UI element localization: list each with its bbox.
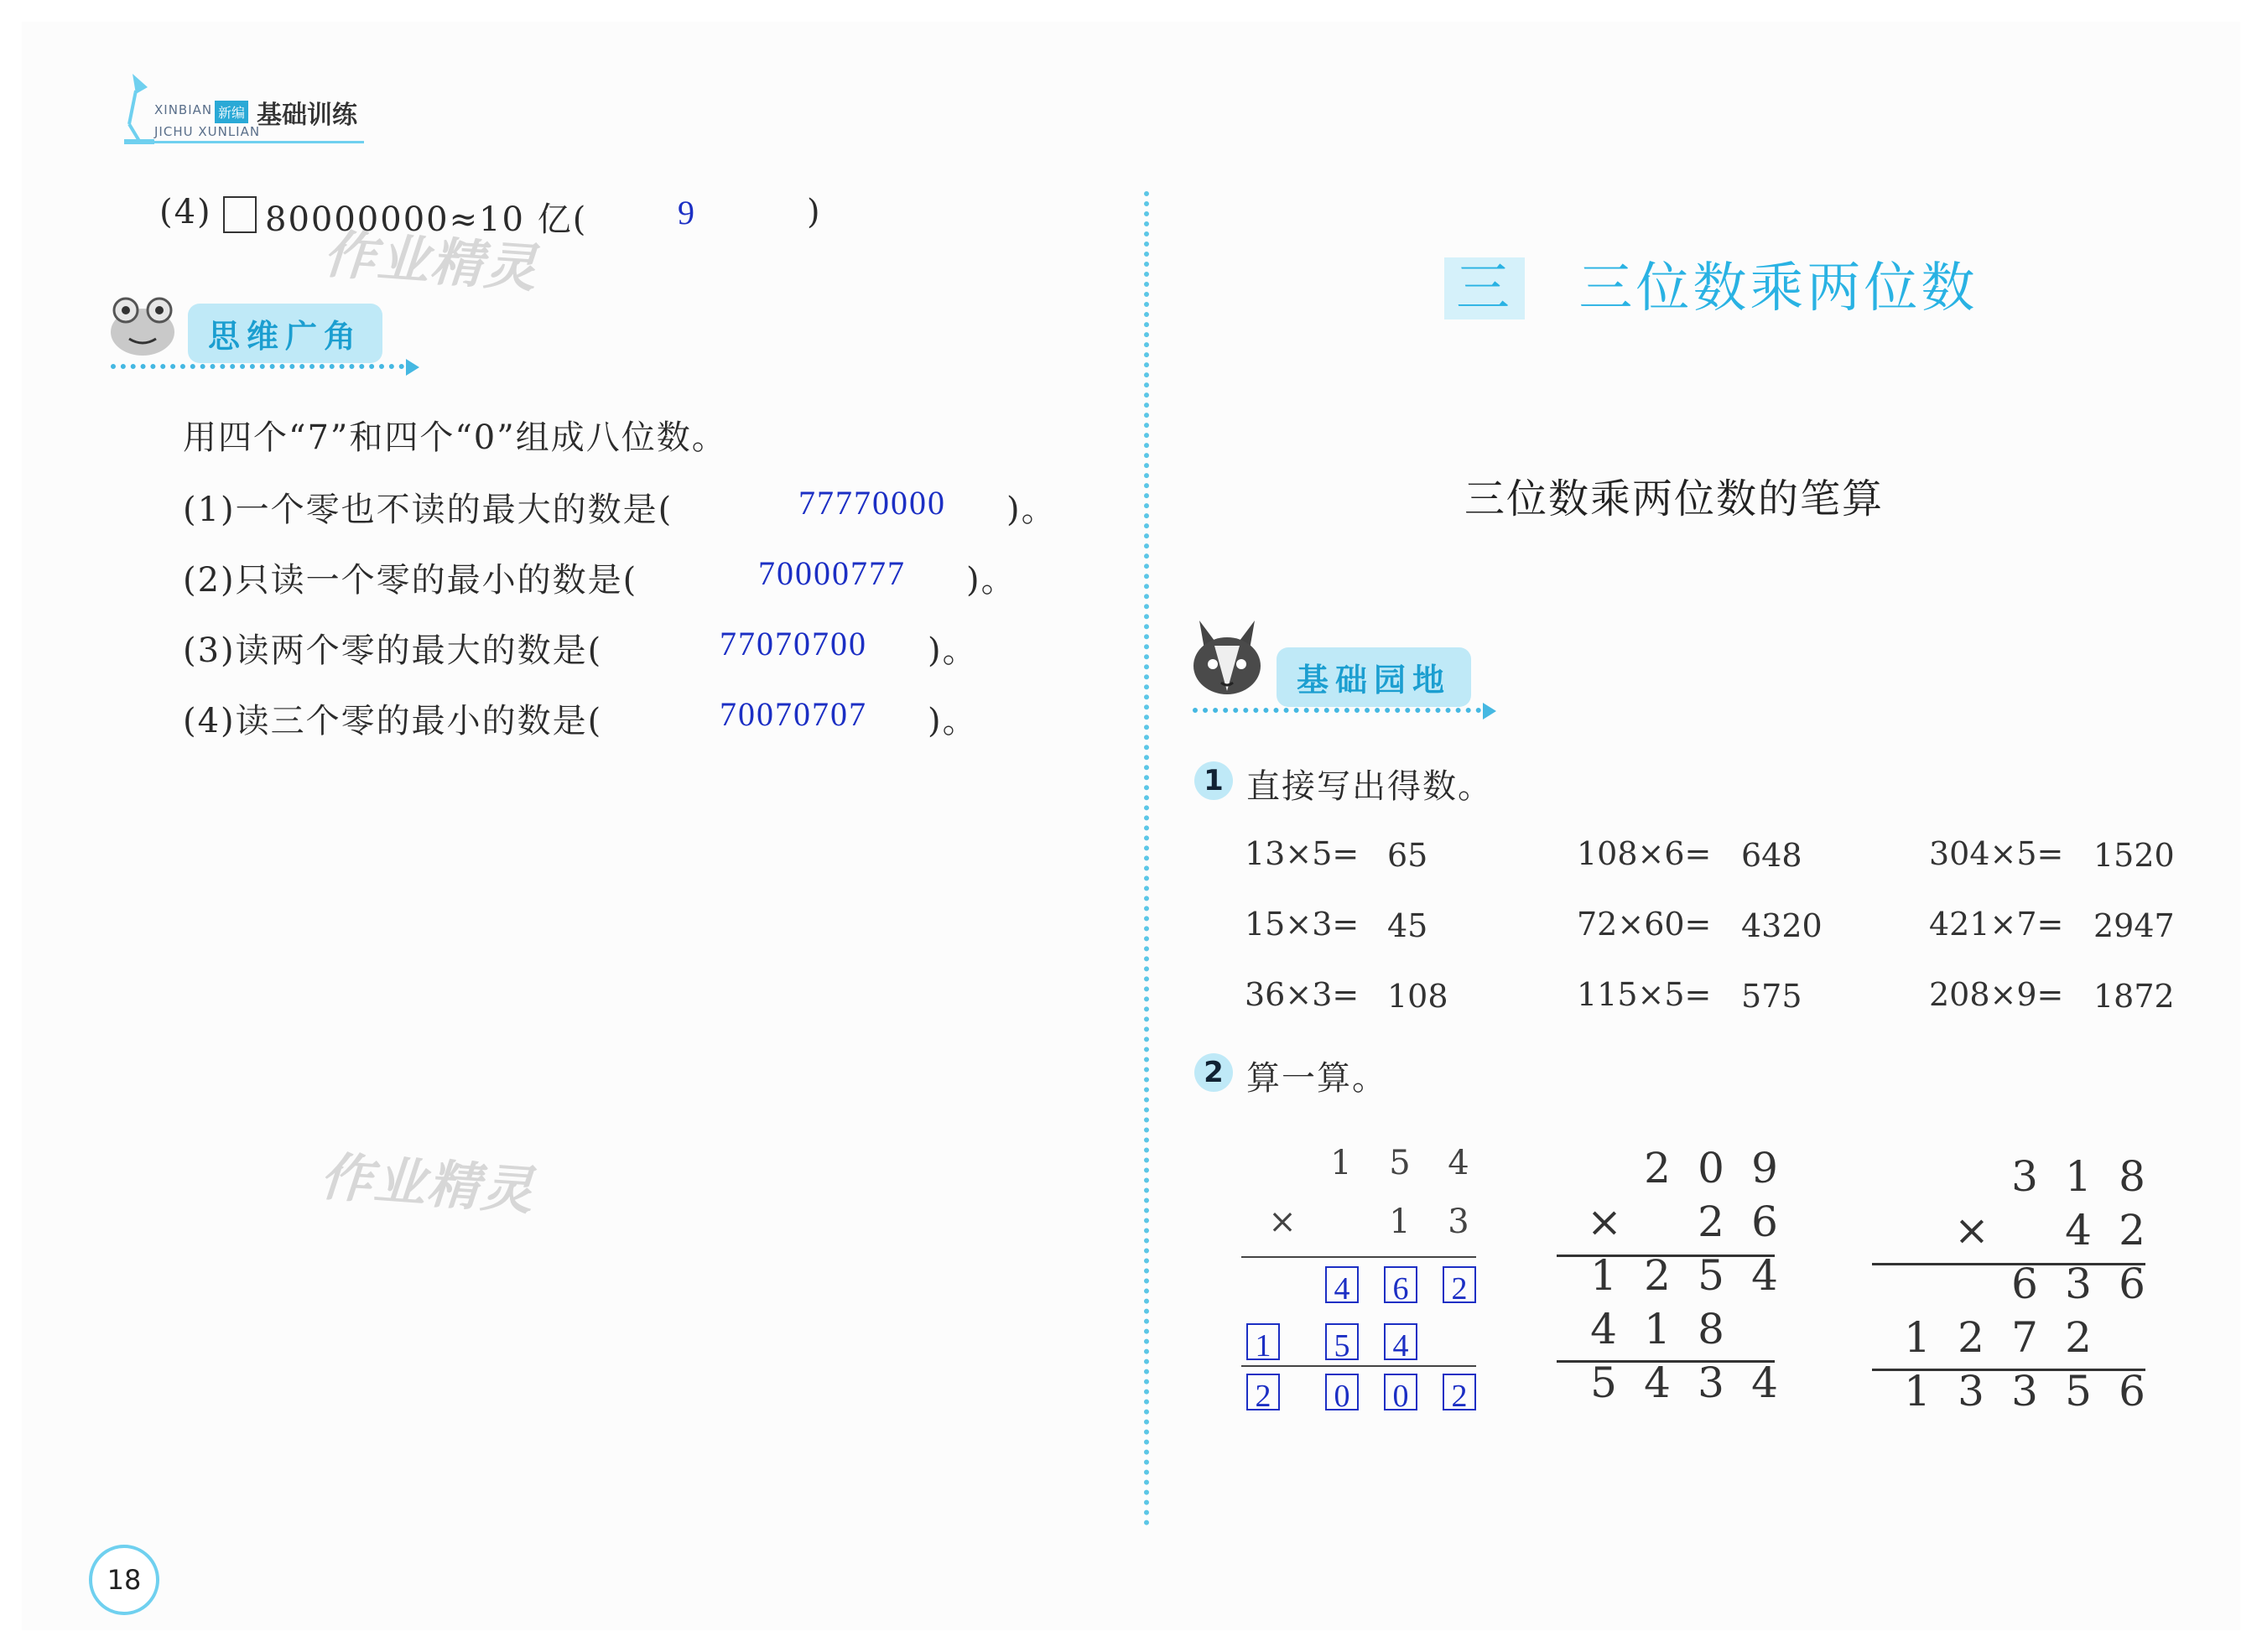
- item4-prefix: (4): [159, 193, 212, 231]
- v3-r-1: 1: [1904, 1367, 1931, 1416]
- arrow-right-icon: [406, 359, 419, 376]
- item4-text: 80000000≈10 亿(: [265, 200, 588, 239]
- vertical-calc-1: [1233, 1132, 1485, 1417]
- left-q1-answer: 77770000: [798, 484, 946, 522]
- left-q3-text: (3)读两个零的最大的数是(: [183, 631, 603, 670]
- logo-title: 基础训练: [257, 101, 357, 130]
- v1-line-1: [1241, 1256, 1476, 1258]
- v1-a-3: 4: [1448, 1144, 1469, 1182]
- v1-times-sign: ×: [1268, 1203, 1297, 1241]
- vertical-calc-2: [1535, 1132, 1812, 1417]
- v2-p2-1: 4: [1590, 1305, 1617, 1353]
- v3-r-3: 3: [2011, 1367, 2038, 1416]
- v1-p1-2: 6: [1384, 1266, 1417, 1303]
- v1-p2-1: 1: [1246, 1323, 1280, 1360]
- lesson-subtitle: 三位数乘两位数的笔算: [1464, 475, 1885, 522]
- left-q4-text: (4)读三个零的最小的数是(: [183, 702, 603, 740]
- v2-times-sign: ×: [1587, 1197, 1622, 1246]
- v2-b-1: 2: [1698, 1197, 1724, 1246]
- v1-r-1: 2: [1246, 1374, 1280, 1410]
- v2-r-1: 5: [1590, 1358, 1617, 1407]
- left-q2-close: )。: [966, 561, 1017, 600]
- v2-b-2: 6: [1751, 1197, 1778, 1246]
- left-q4-close: )。: [928, 702, 978, 740]
- v2-r-2: 4: [1644, 1358, 1671, 1407]
- logo-tag: 新编: [215, 101, 248, 123]
- mental-ans-9: 1872: [2093, 978, 2175, 1015]
- logo-pinyin-top: XINBIAN: [154, 102, 213, 117]
- v3-a-1: 3: [2011, 1152, 2038, 1201]
- left-q3-close: )。: [928, 631, 978, 670]
- logo-pinyin-bottom: JICHU XUNLIAN: [154, 124, 261, 139]
- v3-p2-2: 2: [1958, 1313, 1984, 1362]
- left-q4-answer: 70070707: [720, 695, 867, 733]
- mental-ans-6: 2947: [2093, 907, 2175, 944]
- item4-close: ): [807, 193, 822, 231]
- left-prompt: 用四个“7”和四个“0”组成八位数。: [183, 418, 727, 457]
- v3-p1-3: 6: [2119, 1260, 2145, 1308]
- v3-a-3: 8: [2119, 1152, 2145, 1201]
- v3-r-4: 5: [2065, 1367, 2092, 1416]
- mental-ans-2: 648: [1741, 837, 1802, 874]
- v2-p1-2: 2: [1644, 1251, 1671, 1300]
- arrow-right-icon-right: [1483, 703, 1496, 720]
- v3-p1-2: 3: [2065, 1260, 2092, 1308]
- answer-blank-box: [223, 196, 257, 233]
- page-number: 18: [89, 1545, 159, 1615]
- mental-ans-4: 45: [1387, 907, 1428, 944]
- v2-a-3: 9: [1751, 1144, 1778, 1192]
- mental-expr-3: 304×5=: [1929, 835, 2064, 872]
- v2-a-2: 0: [1698, 1144, 1724, 1192]
- v2-p1-1: 1: [1590, 1251, 1617, 1300]
- v1-r-3: 0: [1384, 1374, 1417, 1410]
- v1-p2-2: 5: [1325, 1323, 1359, 1360]
- watermark-2: 作业精灵: [318, 1145, 537, 1222]
- v2-p1-4: 4: [1751, 1251, 1778, 1300]
- v1-a-2: 5: [1389, 1144, 1411, 1182]
- left-q2-text: (2)只读一个零的最小的数是(: [183, 561, 638, 600]
- v2-r-3: 3: [1698, 1358, 1724, 1407]
- section-dotted-line-right: [1193, 708, 1481, 713]
- mental-expr-8: 115×5=: [1577, 976, 1712, 1013]
- page-divider: [1144, 191, 1149, 1526]
- chapter-title: 三位数乘两位数: [1578, 257, 1979, 319]
- v3-p1-1: 6: [2011, 1260, 2038, 1308]
- frog-icon: [107, 290, 178, 361]
- badger-icon: [1189, 616, 1265, 699]
- question-number-1: 1: [1194, 761, 1233, 800]
- mental-expr-4: 15×3=: [1245, 906, 1360, 943]
- left-q1-text: (1)一个零也不读的最大的数是(: [183, 491, 673, 529]
- v1-line-2: [1241, 1365, 1476, 1367]
- mental-expr-6: 421×7=: [1929, 906, 2064, 943]
- section-title-jichu: 基础园地: [1277, 647, 1471, 707]
- mental-ans-7: 108: [1387, 978, 1448, 1015]
- left-q3-answer: 77070700: [720, 625, 867, 662]
- v3-b-1: 4: [2065, 1206, 2092, 1255]
- mental-expr-1: 13×5=: [1245, 835, 1360, 872]
- question-2-text: 算一算。: [1246, 1059, 1387, 1098]
- v3-p2-3: 7: [2011, 1313, 2038, 1362]
- left-q1-close: )。: [1006, 491, 1057, 529]
- v3-a-2: 1: [2065, 1152, 2092, 1201]
- v1-b-2: 3: [1448, 1203, 1469, 1241]
- vertical-calc-3: [1854, 1132, 2155, 1417]
- mental-ans-8: 575: [1741, 978, 1802, 1015]
- v1-p1-3: 2: [1443, 1266, 1476, 1303]
- question-number-2: 2: [1194, 1053, 1233, 1092]
- v2-p1-3: 5: [1698, 1251, 1724, 1300]
- logo-underline: [154, 141, 364, 143]
- section-dotted-line: [111, 364, 404, 369]
- v2-p2-2: 1: [1644, 1305, 1671, 1353]
- watermark: 作业精灵: [321, 223, 540, 299]
- v3-times-sign: ×: [1954, 1206, 1989, 1255]
- chapter-number: 三: [1444, 257, 1525, 319]
- v1-p2-3: 4: [1384, 1323, 1417, 1360]
- v3-b-2: 2: [2119, 1206, 2145, 1255]
- v3-r-2: 3: [1958, 1367, 1984, 1416]
- v1-r-4: 2: [1443, 1374, 1476, 1410]
- mental-expr-9: 208×9=: [1929, 976, 2064, 1013]
- mental-expr-2: 108×6=: [1577, 835, 1712, 872]
- v1-p1-1: 4: [1325, 1266, 1359, 1303]
- v3-p2-1: 1: [1904, 1313, 1931, 1362]
- mental-expr-5: 72×60=: [1577, 906, 1712, 943]
- left-q2-answer: 70000777: [758, 554, 906, 592]
- lamp-logo-icon: [117, 65, 159, 149]
- v3-p2-4: 2: [2065, 1313, 2092, 1362]
- v1-a-1: 1: [1330, 1144, 1352, 1182]
- mental-expr-7: 36×3=: [1245, 976, 1360, 1013]
- question-1-text: 直接写出得数。: [1246, 767, 1493, 806]
- v2-a-1: 2: [1644, 1144, 1671, 1192]
- v3-r-5: 6: [2119, 1367, 2145, 1416]
- mental-ans-5: 4320: [1741, 907, 1823, 944]
- v1-b-1: 1: [1389, 1203, 1411, 1241]
- mental-ans-3: 1520: [2093, 837, 2175, 874]
- section-title-siwei: 思维广角: [188, 304, 382, 363]
- v1-r-2: 0: [1325, 1374, 1359, 1410]
- chapter-heading: [1444, 245, 1978, 322]
- item4-answer: 9: [678, 194, 696, 231]
- v2-r-4: 4: [1751, 1358, 1778, 1407]
- v2-p2-3: 8: [1698, 1305, 1724, 1353]
- mental-ans-1: 65: [1387, 837, 1428, 874]
